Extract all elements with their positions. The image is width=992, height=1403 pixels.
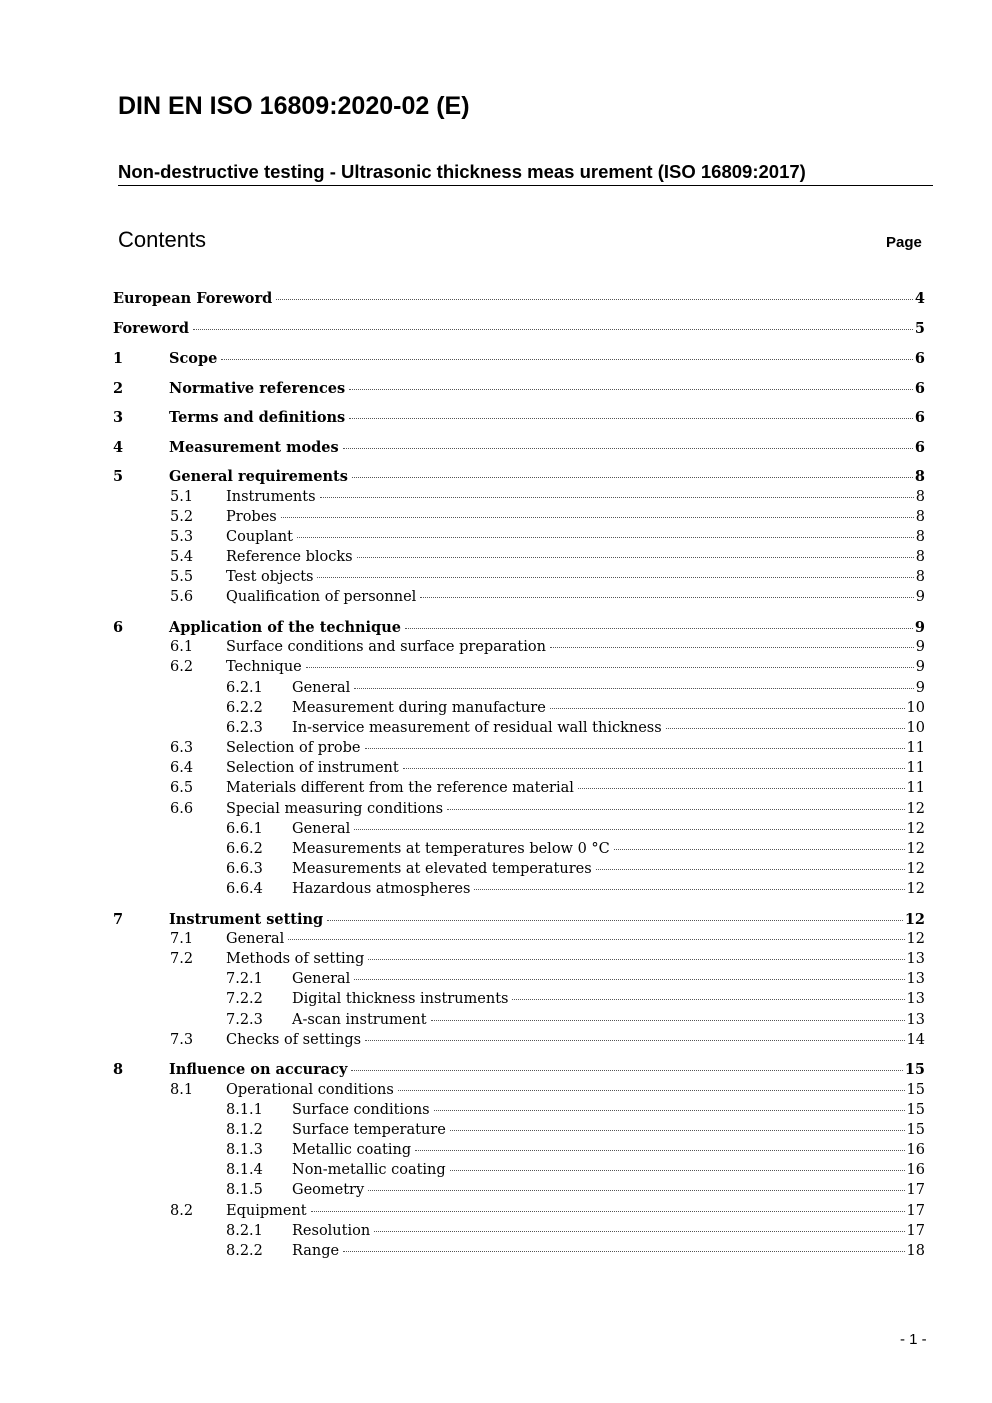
- toc-entry-number: 5.3: [170, 529, 194, 545]
- toc-entry-number: 8.2.1: [226, 1223, 263, 1239]
- toc-entry-number: 7: [113, 911, 124, 928]
- toc-entry-title: General: [292, 680, 351, 696]
- toc-entry[interactable]: [226, 1102, 925, 1122]
- toc-entry-title: Scope: [169, 350, 218, 367]
- toc-entry-number: 6.2.1: [226, 680, 263, 696]
- toc-entry-number: 6.6.2: [226, 841, 263, 857]
- toc-entry[interactable]: [170, 1082, 925, 1102]
- toc-entry[interactable]: [226, 700, 925, 720]
- toc-entry-title: Test objects: [226, 569, 314, 585]
- toc-dot-leader: [349, 389, 913, 390]
- toc-entry-number: 8.1.4: [226, 1162, 263, 1178]
- toc-entry-number: 6.6: [170, 801, 194, 817]
- toc-entry[interactable]: [170, 931, 925, 951]
- toc-dot-leader: [351, 1070, 902, 1071]
- toc-entry-page: 8: [915, 569, 925, 585]
- toc-entry[interactable]: [113, 320, 925, 340]
- toc-entry[interactable]: [170, 780, 925, 800]
- toc-dot-leader: [374, 1231, 904, 1232]
- toc-entry-page: 9: [914, 619, 925, 636]
- toc-entry-number: 7.1: [170, 931, 194, 947]
- toc-entry-page: 15: [906, 1082, 925, 1098]
- toc-entry-title: Checks of settings: [226, 1032, 362, 1048]
- toc-entry-title: Probes: [226, 509, 277, 525]
- toc-entry-number: 7.2: [170, 951, 194, 967]
- toc-entry-title: Reference blocks: [226, 549, 353, 565]
- toc-entry-title: Terms and definitions: [169, 409, 346, 426]
- toc-entry-title: General: [226, 931, 285, 947]
- toc-entry-page: 12: [906, 841, 925, 857]
- toc-entry-number: 8.1.1: [226, 1102, 263, 1118]
- toc-entry-title: Operational conditions: [226, 1082, 394, 1098]
- toc-dot-leader: [403, 768, 905, 769]
- toc-entry[interactable]: [170, 801, 925, 821]
- toc-entry[interactable]: [170, 509, 925, 529]
- toc-entry[interactable]: [113, 409, 925, 429]
- toc-entry-title: Hazardous atmospheres: [292, 881, 471, 897]
- toc-dot-leader: [447, 809, 904, 810]
- toc-entry-page: 11: [906, 740, 925, 756]
- toc-entry-number: 5.4: [170, 549, 194, 565]
- document-id: DIN EN ISO 16809:2020-02 (E): [118, 92, 470, 120]
- toc-entry-page: 15: [906, 1122, 925, 1138]
- toc-dot-leader: [420, 597, 913, 598]
- toc-entry-number: 8.1.5: [226, 1182, 263, 1198]
- toc-entry[interactable]: [226, 680, 925, 700]
- document-subtitle: Non-destructive testing - Ultrasonic thickness meas urement (ISO 16809:2017): [118, 161, 933, 186]
- toc-entry-page: 16: [906, 1142, 925, 1158]
- toc-entry-page: 10: [906, 720, 925, 736]
- toc-entry[interactable]: [170, 529, 925, 549]
- page-column-heading: Page: [886, 234, 922, 251]
- toc-entry[interactable]: [170, 1203, 925, 1223]
- toc-entry[interactable]: [170, 489, 925, 509]
- toc-entry[interactable]: [113, 380, 925, 400]
- toc-entry-page: 12: [906, 931, 925, 947]
- toc-entry-page: 6: [914, 409, 925, 426]
- toc-dot-leader: [311, 1211, 905, 1212]
- toc-entry-number: 6: [113, 619, 124, 636]
- toc-entry-number: 7.2.3: [226, 1012, 263, 1028]
- toc-entry-title: Couplant: [226, 529, 293, 545]
- toc-entry-page: 8: [915, 489, 925, 505]
- toc-entry-title: Special measuring conditions: [226, 801, 444, 817]
- toc-entry-page: 13: [906, 951, 925, 967]
- toc-entry[interactable]: [226, 720, 925, 740]
- toc-dot-leader: [317, 577, 913, 578]
- toc-entry[interactable]: [226, 1182, 925, 1202]
- toc-dot-leader: [368, 959, 904, 960]
- toc-entry-title: Surface temperature: [292, 1122, 446, 1138]
- toc-entry-title: Normative references: [169, 380, 346, 397]
- toc-entry-title: Selection of instrument: [226, 760, 399, 776]
- toc-entry-number: 8: [113, 1061, 124, 1078]
- toc-entry[interactable]: [226, 841, 925, 861]
- toc-dot-leader: [578, 788, 905, 789]
- toc-dot-leader: [343, 448, 913, 449]
- toc-entry-page: 13: [906, 971, 925, 987]
- toc-entry-title: Digital thickness instruments: [292, 991, 509, 1007]
- toc-entry[interactable]: [170, 569, 925, 589]
- toc-entry[interactable]: [113, 439, 925, 459]
- toc-entry-page: 18: [906, 1243, 925, 1259]
- contents-heading: Contents: [118, 227, 207, 252]
- toc-entry-number: 6.4: [170, 760, 194, 776]
- toc-entry-number: 8.2.2: [226, 1243, 263, 1259]
- toc-dot-leader: [398, 1090, 905, 1091]
- toc-entry-number: 7.2.2: [226, 991, 263, 1007]
- toc-entry-title: General: [292, 821, 351, 837]
- page-number: - 1 -: [900, 1331, 927, 1348]
- toc-entry[interactable]: [113, 468, 925, 488]
- toc-entry[interactable]: [226, 1162, 925, 1182]
- toc-dot-leader: [434, 1110, 905, 1111]
- toc-dot-leader: [281, 517, 914, 518]
- toc-entry-title: European Foreword: [113, 290, 273, 307]
- toc-entry[interactable]: [226, 1122, 925, 1142]
- toc-entry-title: A-scan instrument: [292, 1012, 427, 1028]
- toc-entry-number: 5: [113, 468, 124, 485]
- toc-entry[interactable]: [113, 350, 925, 370]
- toc-entry[interactable]: [170, 659, 925, 679]
- toc-dot-leader: [357, 557, 914, 558]
- toc-entry-page: 8: [915, 509, 925, 525]
- toc-entry-title: General: [292, 971, 351, 987]
- toc-entry-number: 7.2.1: [226, 971, 263, 987]
- toc-entry-number: 6.6.1: [226, 821, 263, 837]
- toc-entry-number: 7.3: [170, 1032, 194, 1048]
- toc-entry-number: 6.1: [170, 639, 194, 655]
- toc-entry[interactable]: [113, 290, 925, 310]
- toc-entry-page: 17: [906, 1203, 925, 1219]
- toc-dot-leader: [320, 497, 914, 498]
- toc-dot-leader: [306, 667, 914, 668]
- toc-dot-leader: [614, 849, 905, 850]
- toc-entry-page: 17: [906, 1223, 925, 1239]
- toc-entry-number: 8.1: [170, 1082, 194, 1098]
- toc-dot-leader: [666, 728, 905, 729]
- toc-entry-number: 6.2.3: [226, 720, 263, 736]
- toc-entry-page: 5: [914, 320, 925, 337]
- toc-entry-page: 6: [914, 380, 925, 397]
- toc-entry-number: 5.6: [170, 589, 194, 605]
- toc-entry-number: 3: [113, 409, 124, 426]
- toc-entry-title: Methods of setting: [226, 951, 365, 967]
- toc-dot-leader: [415, 1150, 904, 1151]
- toc-entry-number: 1: [113, 350, 124, 367]
- toc-entry[interactable]: [226, 881, 925, 901]
- toc-entry-title: Instrument setting: [169, 911, 324, 928]
- toc-dot-leader: [550, 647, 914, 648]
- toc-entry[interactable]: [113, 1061, 925, 1081]
- toc-entry-page: 9: [915, 639, 925, 655]
- toc-entry-title: Qualification of personnel: [226, 589, 417, 605]
- toc-dot-leader: [474, 889, 904, 890]
- toc-dot-leader: [365, 748, 905, 749]
- toc-entry[interactable]: [170, 1032, 925, 1052]
- toc-dot-leader: [352, 477, 913, 478]
- toc-entry-page: 6: [914, 350, 925, 367]
- toc-entry[interactable]: [226, 1142, 925, 1162]
- toc-entry-title: Application of the technique: [169, 619, 401, 636]
- toc-entry-page: 8: [914, 468, 925, 485]
- toc-entry-title: Technique: [226, 659, 302, 675]
- toc-dot-leader: [431, 1020, 905, 1021]
- toc-entry-title: Metallic coating: [292, 1142, 412, 1158]
- toc-entry-title: General requirements: [169, 468, 348, 485]
- toc-entry-page: 4: [914, 290, 925, 307]
- toc-entry-title: Foreword: [113, 320, 189, 337]
- toc-dot-leader: [512, 999, 904, 1000]
- toc-entry-page: 8: [915, 549, 925, 565]
- toc-entry-title: Materials different from the reference material: [226, 780, 574, 796]
- toc-dot-leader: [354, 829, 904, 830]
- toc-entry-page: 12: [906, 821, 925, 837]
- toc-entry[interactable]: [170, 740, 925, 760]
- toc-dot-leader: [405, 628, 913, 629]
- toc-entry-number: 6.2.2: [226, 700, 263, 716]
- toc-entry[interactable]: [170, 639, 925, 659]
- toc-entry-number: 6.5: [170, 780, 194, 796]
- toc-entry-page: 17: [906, 1182, 925, 1198]
- toc-entry[interactable]: [113, 911, 925, 931]
- toc-entry-number: 6.2: [170, 659, 194, 675]
- toc-entry[interactable]: [226, 971, 925, 991]
- toc-entry-page: 12: [906, 881, 925, 897]
- toc-entry-page: 16: [906, 1162, 925, 1178]
- toc-entry-page: 8: [915, 529, 925, 545]
- toc-entry-page: 13: [906, 1012, 925, 1028]
- toc-dot-leader: [288, 939, 904, 940]
- toc-dot-leader: [550, 708, 905, 709]
- toc-dot-leader: [276, 299, 913, 300]
- toc-entry[interactable]: [226, 991, 925, 1011]
- toc-entry-number: 2: [113, 380, 124, 397]
- toc-entry-page: 9: [915, 659, 925, 675]
- toc-dot-leader: [368, 1190, 904, 1191]
- toc-dot-leader: [596, 869, 905, 870]
- toc-entry[interactable]: [226, 1012, 925, 1032]
- toc-entry-number: 8.2: [170, 1203, 194, 1219]
- toc-entry-number: 8.1.3: [226, 1142, 263, 1158]
- toc-entry-title: Non-metallic coating: [292, 1162, 446, 1178]
- toc-entry[interactable]: [170, 951, 925, 971]
- toc-dot-leader: [365, 1040, 904, 1041]
- toc-entry-page: 10: [906, 700, 925, 716]
- toc-entry-page: 14: [906, 1032, 925, 1048]
- toc-entry-page: 12: [904, 911, 925, 928]
- toc-entry-title: Geometry: [292, 1182, 365, 1198]
- toc-entry-title: Measurements at temperatures below 0 °C: [292, 841, 610, 857]
- toc-entry-number: 5.2: [170, 509, 194, 525]
- toc-entry[interactable]: [226, 861, 925, 881]
- toc-entry-number: 8.1.2: [226, 1122, 263, 1138]
- toc-entry-title: Surface conditions: [292, 1102, 430, 1118]
- toc-entry-number: 5.1: [170, 489, 194, 505]
- toc-entry-page: 12: [906, 801, 925, 817]
- toc-entry[interactable]: [170, 549, 925, 569]
- toc-entry-title: Measurement modes: [169, 439, 339, 456]
- toc-entry-title: Selection of probe: [226, 740, 361, 756]
- toc-entry-page: 9: [915, 680, 925, 696]
- toc-dot-leader: [193, 329, 913, 330]
- toc-entry[interactable]: [226, 821, 925, 841]
- toc-entry-title: Instruments: [226, 489, 316, 505]
- toc-entry-number: 6.6.4: [226, 881, 263, 897]
- toc-entry-page: 6: [914, 439, 925, 456]
- toc-entry[interactable]: [226, 1223, 925, 1243]
- toc-entry-page: 13: [906, 991, 925, 1007]
- toc-entry-title: Equipment: [226, 1203, 307, 1219]
- toc-entry-page: 11: [906, 760, 925, 776]
- toc-entry-title: Measurement during manufacture: [292, 700, 546, 716]
- toc-entry-title: In-service measurement of residual wall thickness: [292, 720, 662, 736]
- toc-entry[interactable]: [226, 1243, 925, 1263]
- toc-entry-title: Influence on accuracy: [169, 1061, 348, 1078]
- toc-dot-leader: [354, 688, 913, 689]
- toc-dot-leader: [221, 359, 913, 360]
- toc-dot-leader: [354, 979, 904, 980]
- toc-entry-page: 9: [915, 589, 925, 605]
- toc-entry-title: Resolution: [292, 1223, 371, 1239]
- toc-entry-title: Measurements at elevated temperatures: [292, 861, 592, 877]
- toc-entry-number: 4: [113, 439, 124, 456]
- toc-entry-page: 12: [906, 861, 925, 877]
- toc-entry-page: 15: [904, 1061, 925, 1078]
- toc-entry-page: 15: [906, 1102, 925, 1118]
- toc-entry-title: Surface conditions and surface preparation: [226, 639, 546, 655]
- toc-dot-leader: [450, 1130, 905, 1131]
- toc-entry[interactable]: [170, 760, 925, 780]
- toc-dot-leader: [327, 920, 903, 921]
- toc-entry[interactable]: [113, 619, 925, 639]
- toc-entry-number: 6.3: [170, 740, 194, 756]
- toc-entry-number: 6.6.3: [226, 861, 263, 877]
- toc-entry-page: 11: [906, 780, 925, 796]
- toc-dot-leader: [450, 1170, 905, 1171]
- toc-dot-leader: [349, 418, 913, 419]
- toc-entry-title: Range: [292, 1243, 340, 1259]
- toc-dot-leader: [297, 537, 914, 538]
- toc-entry-number: 5.5: [170, 569, 194, 585]
- toc-dot-leader: [343, 1251, 904, 1252]
- toc-entry[interactable]: [170, 589, 925, 609]
